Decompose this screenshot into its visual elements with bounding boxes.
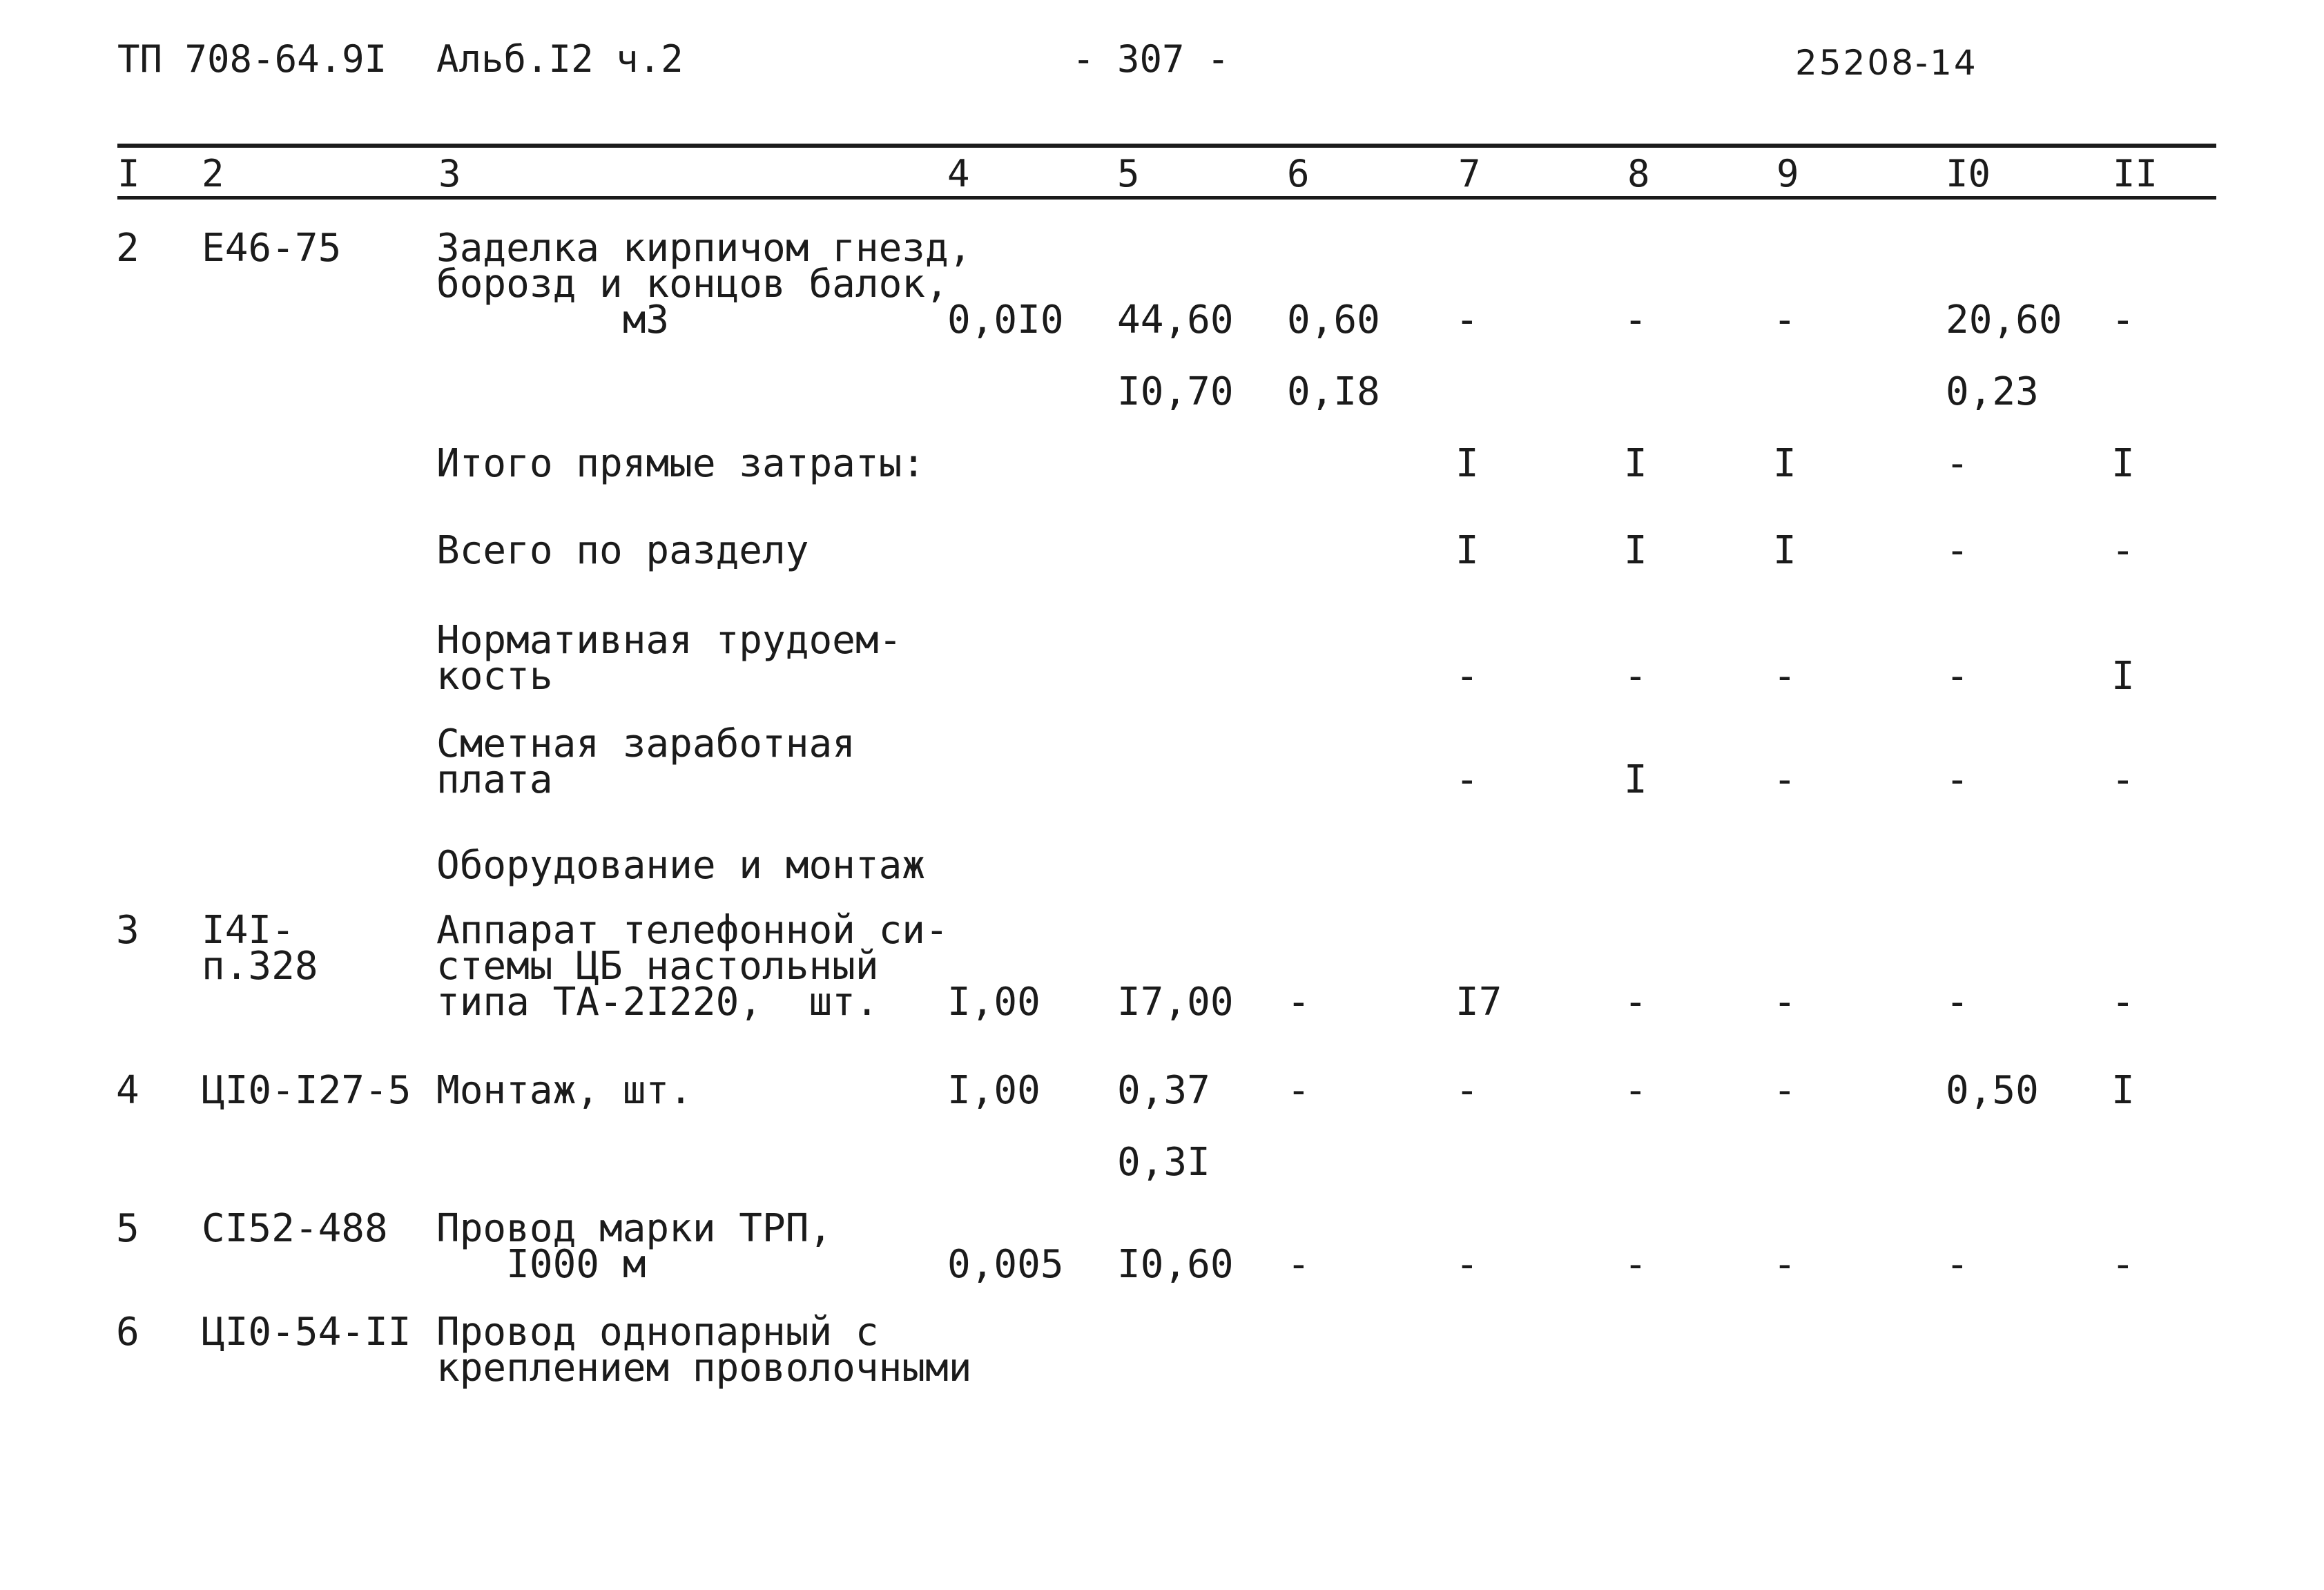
cell-col11: -: [2111, 528, 2135, 573]
cell-col10: -: [1946, 757, 1969, 802]
cell-col7: I7: [1455, 980, 1502, 1025]
work-description: Провод однопарный с креплением проволочными: [436, 1310, 972, 1390]
summary-label: Итого прямые затраты:: [436, 441, 926, 486]
cell-col9: -: [1773, 980, 1797, 1025]
work-description: Аппарат телефонной си- стемы ЦБ настольный типа ТА-2I220, шт.: [436, 908, 949, 1025]
cell-col9: -: [1773, 757, 1797, 802]
cell-col5: 44,60 I0,70: [1117, 298, 1234, 414]
cell-col11: -: [2111, 757, 2135, 802]
cell-col9: I: [1773, 528, 1797, 573]
cell-col8: -: [1624, 1068, 1647, 1113]
cell-col11: -: [2111, 298, 2135, 342]
cell-col4: 0,0I0: [947, 298, 1064, 342]
cell-col9: -: [1773, 654, 1797, 699]
cell-col11: -: [2111, 1242, 2135, 1287]
column-number: 2: [202, 152, 224, 195]
cell-col8: -: [1624, 980, 1647, 1025]
cell-col11: I: [2111, 654, 2135, 699]
row-number: 6: [116, 1310, 139, 1355]
cell-col6: 0,60 0,I8: [1287, 298, 1380, 414]
cell-col6: -: [1287, 980, 1310, 1025]
cell-col8: I: [1624, 528, 1647, 573]
cell-col5: I7,00: [1117, 980, 1234, 1025]
rate-code: СI52-488: [202, 1206, 388, 1251]
cell-col6: -: [1287, 1242, 1310, 1287]
cell-col7: -: [1455, 1068, 1479, 1113]
cell-col9: -: [1773, 1068, 1797, 1113]
cell-col8: -: [1624, 1242, 1647, 1287]
cell-col7: -: [1455, 298, 1479, 342]
cell-col9: -: [1773, 1242, 1797, 1287]
cell-col10: -: [1946, 1242, 1969, 1287]
cell-col7: -: [1455, 654, 1479, 699]
summary-label: Сметная заработная плата: [436, 721, 855, 802]
column-number: 8: [1627, 152, 1650, 195]
cell-col10: 20,60 0,23: [1946, 298, 2062, 414]
table-top-rule: [117, 144, 2216, 148]
column-number: 9: [1776, 152, 1799, 195]
row-number: 2: [116, 226, 139, 271]
page-number: - 307 -: [1072, 37, 1230, 81]
row-number: 4: [116, 1068, 139, 1113]
column-number: I0: [1946, 152, 1991, 195]
work-description: Заделка кирпичом гнезд, борозд и концов балок, м3: [436, 226, 972, 342]
section-heading: Оборудование и монтаж: [436, 843, 926, 888]
cell-col10: -: [1946, 980, 1969, 1025]
column-number: I: [117, 152, 140, 195]
rate-code: I4I- п.328: [202, 908, 318, 989]
cell-col4: 0,005: [947, 1242, 1064, 1287]
cell-col8: I: [1624, 441, 1647, 486]
inventory-number: 25208-14: [1795, 43, 1978, 83]
column-number: II: [2113, 152, 2158, 195]
rate-code: ЦI0-I27-5: [202, 1068, 411, 1113]
cell-col10: 0,50: [1946, 1068, 2039, 1113]
cell-col10: -: [1946, 654, 1969, 699]
cell-col10: -: [1946, 528, 1969, 573]
row-number: 3: [116, 908, 139, 953]
cell-col11: I: [2111, 441, 2135, 486]
cell-col8: I: [1624, 757, 1647, 802]
cell-col9: I: [1773, 441, 1797, 486]
header-bottom-rule: [117, 196, 2216, 200]
cell-col7: I: [1455, 441, 1479, 486]
cell-col5: I0,60: [1117, 1242, 1234, 1287]
cell-col7: -: [1455, 1242, 1479, 1287]
cell-col6: -: [1287, 1068, 1310, 1113]
album-label: Альб.I2 ч.2: [436, 37, 684, 81]
cell-col8: -: [1624, 298, 1647, 342]
rate-code: ЦI0-54-II: [202, 1310, 411, 1355]
cell-col7: I: [1455, 528, 1479, 573]
cell-col7: -: [1455, 757, 1479, 802]
work-description: Провод марки ТРП, I000 м: [436, 1206, 833, 1287]
column-number: 6: [1287, 152, 1310, 195]
column-number: 3: [438, 152, 461, 195]
row-number: 5: [116, 1206, 139, 1251]
work-description: Монтаж, шт.: [436, 1068, 693, 1113]
column-number: 5: [1117, 152, 1140, 195]
doc-code: ТП 708-64.9I: [117, 37, 387, 81]
cell-col11: I: [2111, 1068, 2135, 1113]
rate-code: Е46-75: [202, 226, 342, 271]
cell-col4: I,00: [947, 980, 1040, 1025]
cell-col4: I,00: [947, 1068, 1040, 1113]
summary-label: Нормативная трудоем- кость: [436, 618, 902, 699]
cell-col10: -: [1946, 441, 1969, 486]
column-number: 7: [1458, 152, 1481, 195]
cell-col8: -: [1624, 654, 1647, 699]
column-number: 4: [947, 152, 970, 195]
cell-col9: -: [1773, 298, 1797, 342]
cell-col11: -: [2111, 980, 2135, 1025]
summary-label: Всего по разделу: [436, 528, 809, 573]
cell-col5: 0,37 0,3I: [1117, 1068, 1210, 1185]
